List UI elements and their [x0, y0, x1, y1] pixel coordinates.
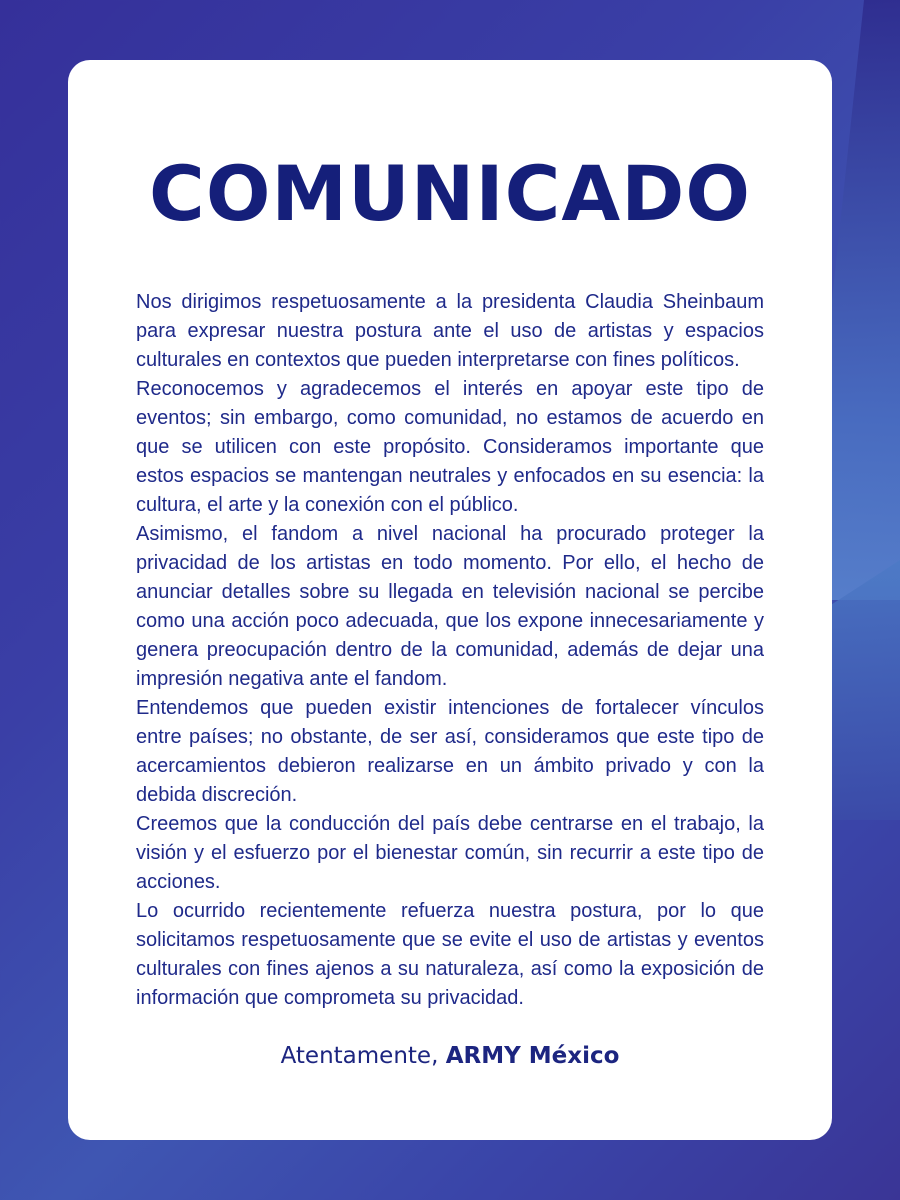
paragraph-4: Entendemos que pueden existir intenciones de fortalecer vínculos entre países; no obstante, de ser así, consideramos que este tipo de acercamientos debieron realizarse en un ámbito privado y con la debida discreción. [136, 697, 764, 806]
communique-title: COMUNICADO [149, 149, 751, 238]
paragraph-1: Nos dirigimos respetuosamente a la presidenta Claudia Sheinbaum para expresar nuestra postura ante el uso de artistas y espacios culturales en contextos que pueden interpretarse con fines políticos. [136, 291, 764, 371]
closing-signature [68, 1043, 832, 1069]
paragraph-5: Creemos que la conducción del país debe centrarse en el trabajo, la visión y el esfuerzo por el bienestar común, sin recurrir a este tipo de acciones. [136, 813, 764, 893]
paragraph-3: Asimismo, el fandom a nivel nacional ha procurado proteger la privacidad de los artistas en todo momento. Por ello, el hecho de anunciar detalles sobre su llegada en televisión nacional se percibe como una acción poco adecuada, que los expone innecesariamente y genera preocupación dentro de la comunidad, además de dejar una impresión negativa ante el fandom. [136, 523, 764, 690]
signature-name: ARMY México [445, 1043, 620, 1069]
closing-prefix: Atentamente, [280, 1043, 446, 1069]
paragraph-2: Reconocemos y agradecemos el interés en apoyar este tipo de eventos; sin embargo, como comunidad, no estamos de acuerdo en que se utilicen con este propósito. Consideramos importante que estos espacios se mantengan neutrales y enfocados en su esencia: la cultura, el arte y la conexión con el público. [136, 378, 764, 516]
communique-body [136, 288, 764, 1013]
communique-card [68, 60, 832, 1140]
paragraph-6: Lo ocurrido recientemente refuerza nuestra postura, por lo que solicitamos respetuosamente que se evite el uso de artistas y eventos culturales con fines ajenos a su naturaleza, así como la exposición de información que comprometa su privacidad. [136, 900, 764, 1009]
